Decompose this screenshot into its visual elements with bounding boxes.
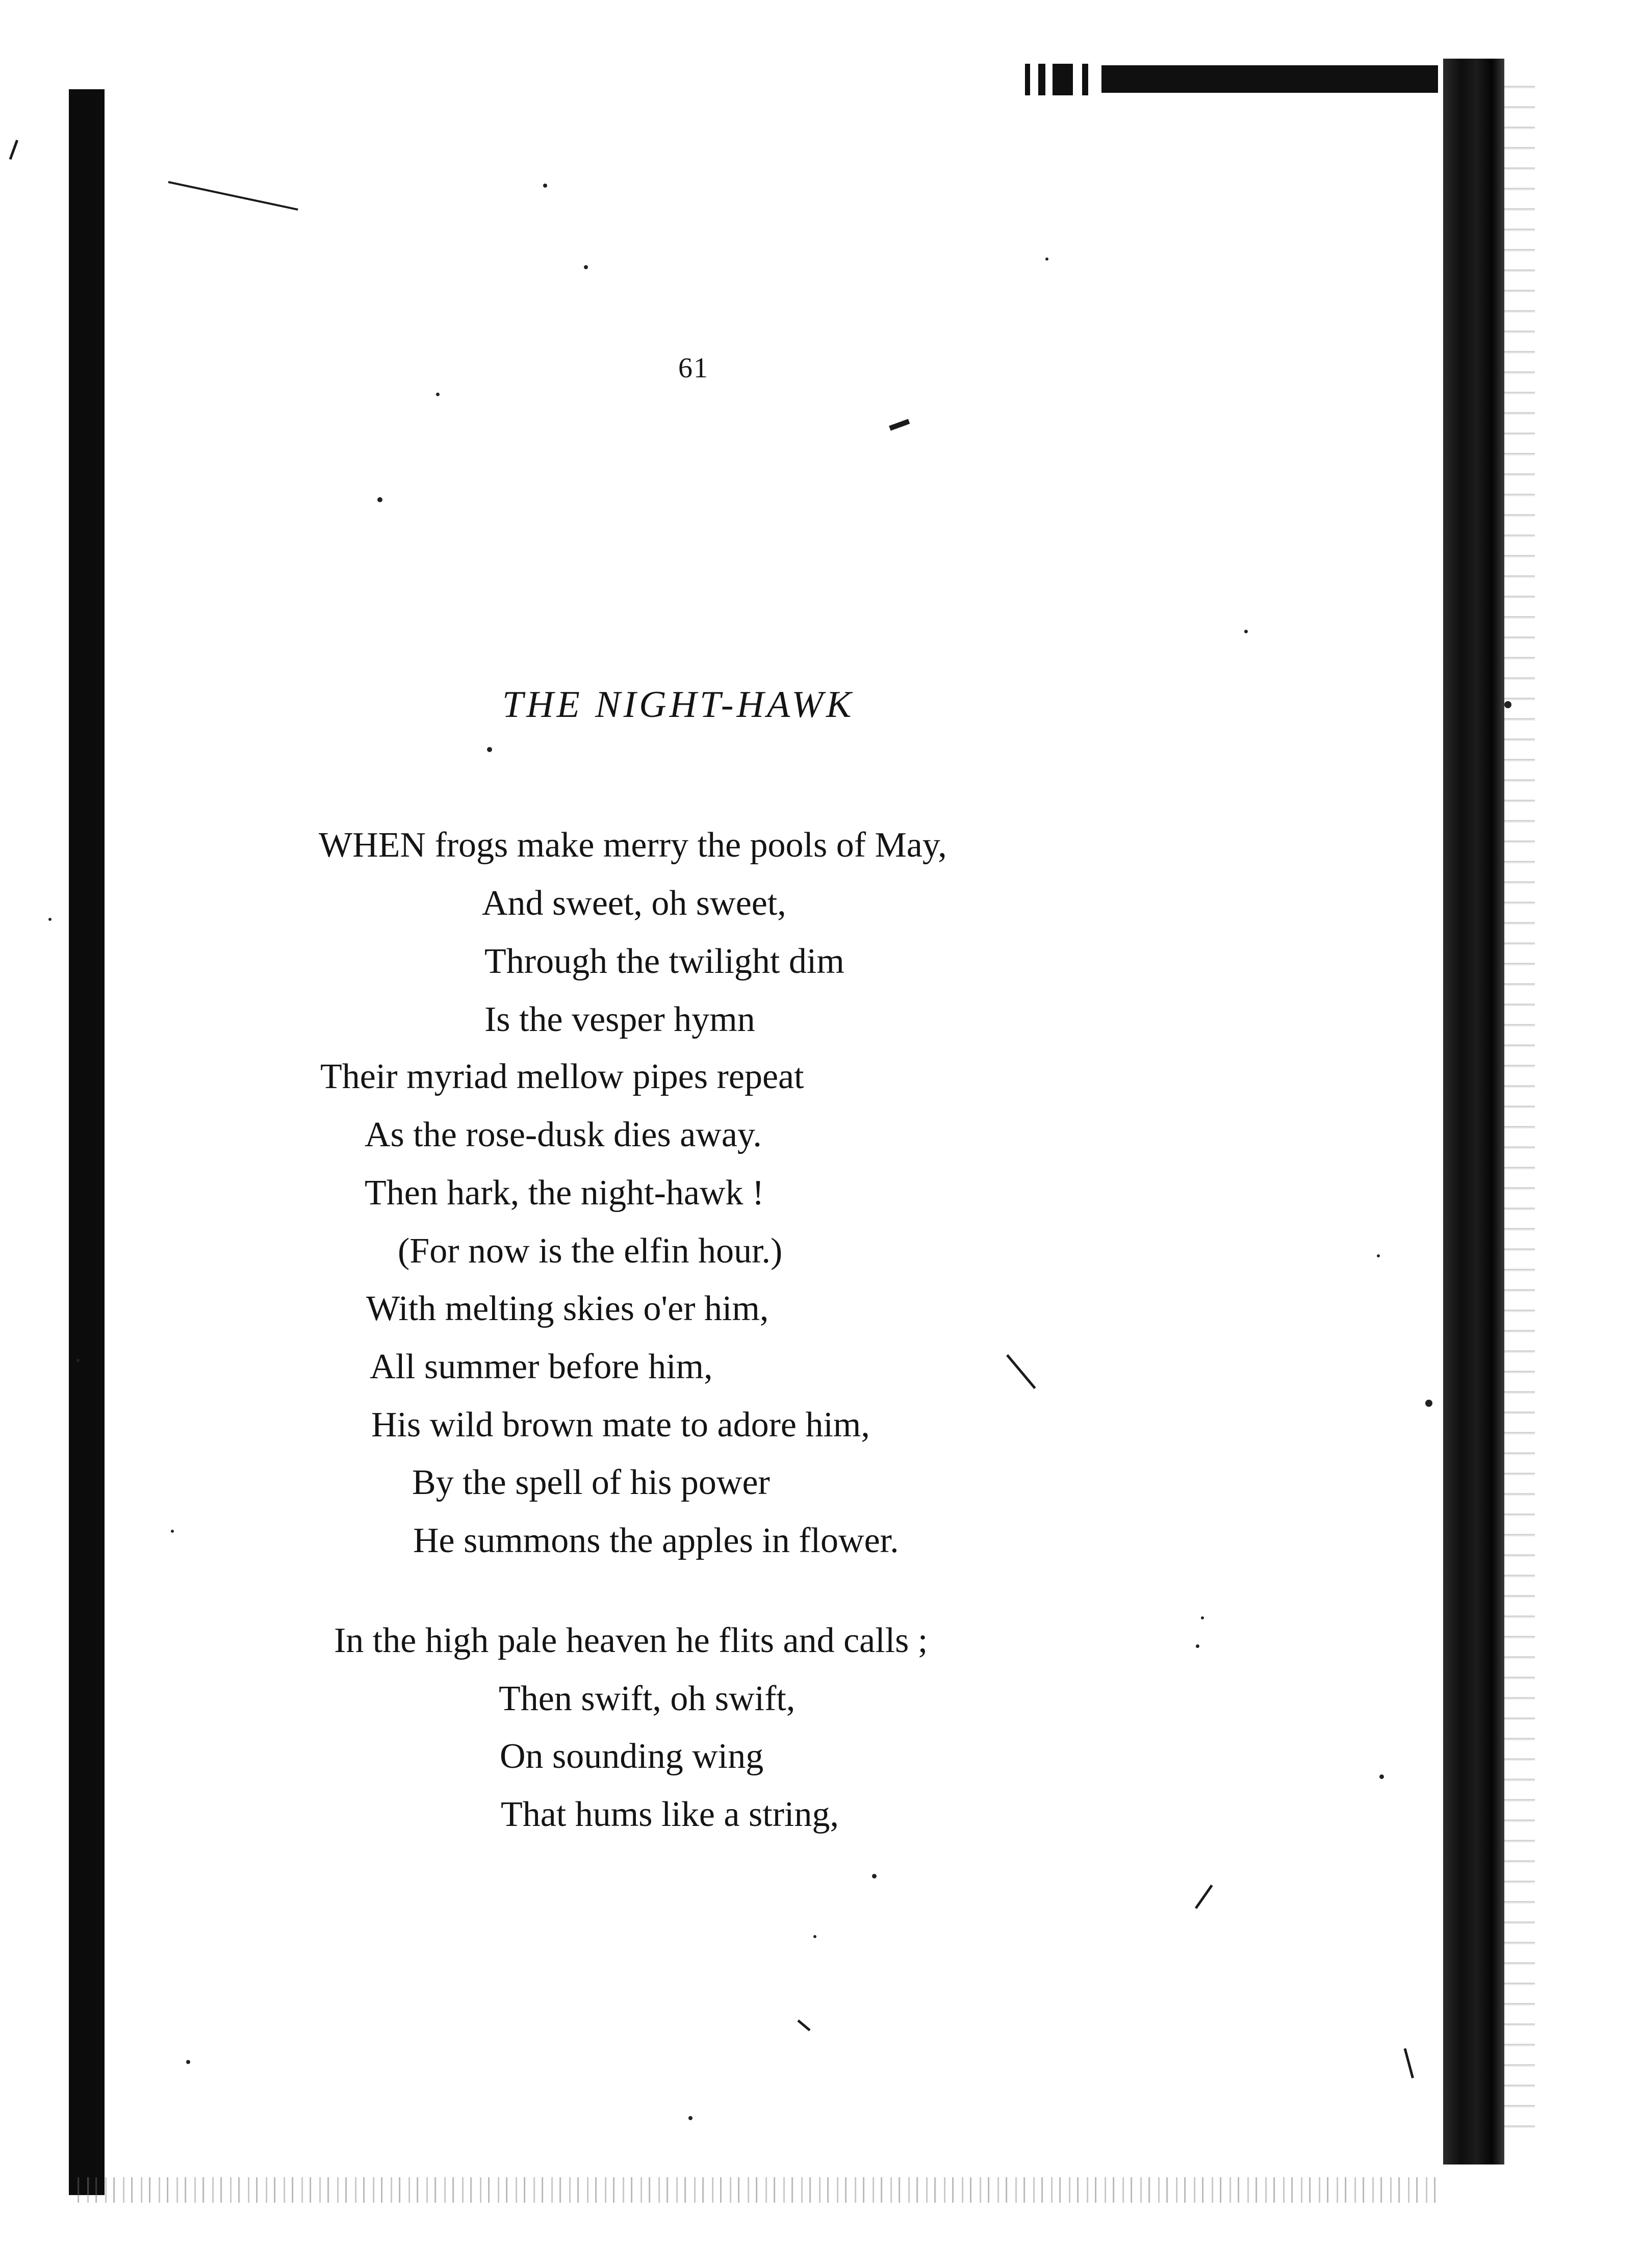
poem-line-text: frogs make merry the pools of May, — [425, 826, 947, 865]
stray-mark — [797, 2020, 810, 2031]
poem-line: In the high pale heaven he flits and calls ; — [334, 1621, 928, 1660]
speck — [1196, 1644, 1199, 1648]
stray-mark — [1404, 2048, 1414, 2078]
poem-line: Their myriad mellow pipes repeat — [320, 1057, 804, 1096]
poem-line: Through the twilight dim — [484, 942, 844, 981]
drop-word: WHEN — [319, 826, 426, 865]
scan-marks-top — [1025, 64, 1094, 95]
poem-line: (For now is the elfin hour.) — [398, 1231, 783, 1271]
speck — [584, 265, 588, 269]
stray-mark — [168, 181, 298, 211]
poem-line: Then swift, oh swift, — [499, 1679, 796, 1718]
page-edge-bottom — [71, 2177, 1443, 2203]
poem-line: Then hark, the night-hawk ! — [365, 1173, 764, 1213]
stray-mark — [889, 419, 910, 431]
poem-line: All summer before him, — [370, 1347, 713, 1386]
stray-mark — [1006, 1354, 1036, 1389]
stray-mark — [9, 140, 18, 160]
poem-line: His wild brown mate to adore him, — [371, 1405, 870, 1445]
speck — [872, 1874, 877, 1878]
poem-line: By the spell of his power — [412, 1463, 770, 1502]
speck — [1377, 1254, 1380, 1257]
poem-line — [319, 825, 947, 866]
speck — [377, 497, 382, 502]
speck — [1425, 1400, 1432, 1407]
speck — [487, 747, 492, 752]
scan-edge-top — [1101, 65, 1438, 93]
speck — [1045, 257, 1048, 261]
binding-shadow-left — [69, 89, 105, 2195]
speck — [76, 1359, 80, 1362]
stray-mark — [1195, 1885, 1213, 1909]
poem-line: He summons the apples in flower. — [413, 1521, 899, 1560]
speck — [436, 393, 440, 396]
speck — [1201, 1616, 1204, 1619]
speck — [186, 2060, 190, 2064]
speck — [1244, 630, 1248, 633]
page-number: 61 — [678, 352, 709, 384]
speck — [1504, 701, 1511, 708]
speck — [543, 184, 547, 188]
speck — [813, 1935, 816, 1938]
poem-line: And sweet, oh sweet, — [482, 884, 786, 923]
speck — [1379, 1774, 1384, 1779]
page-edge-right — [1443, 59, 1504, 2164]
poem-title: THE NIGHT-HAWK — [502, 684, 855, 726]
page-edge-fringe — [1504, 76, 1535, 2142]
poem-line: As the rose-dusk dies away. — [365, 1115, 762, 1154]
poem-line: Is the vesper hymn — [484, 1000, 755, 1039]
poem-line: On sounding wing — [500, 1737, 764, 1776]
speck — [688, 2116, 692, 2120]
speck — [48, 918, 52, 921]
poem-line: With melting skies o'er him, — [366, 1289, 769, 1328]
speck — [171, 1530, 174, 1533]
poem-line: That hums like a string, — [501, 1795, 839, 1834]
